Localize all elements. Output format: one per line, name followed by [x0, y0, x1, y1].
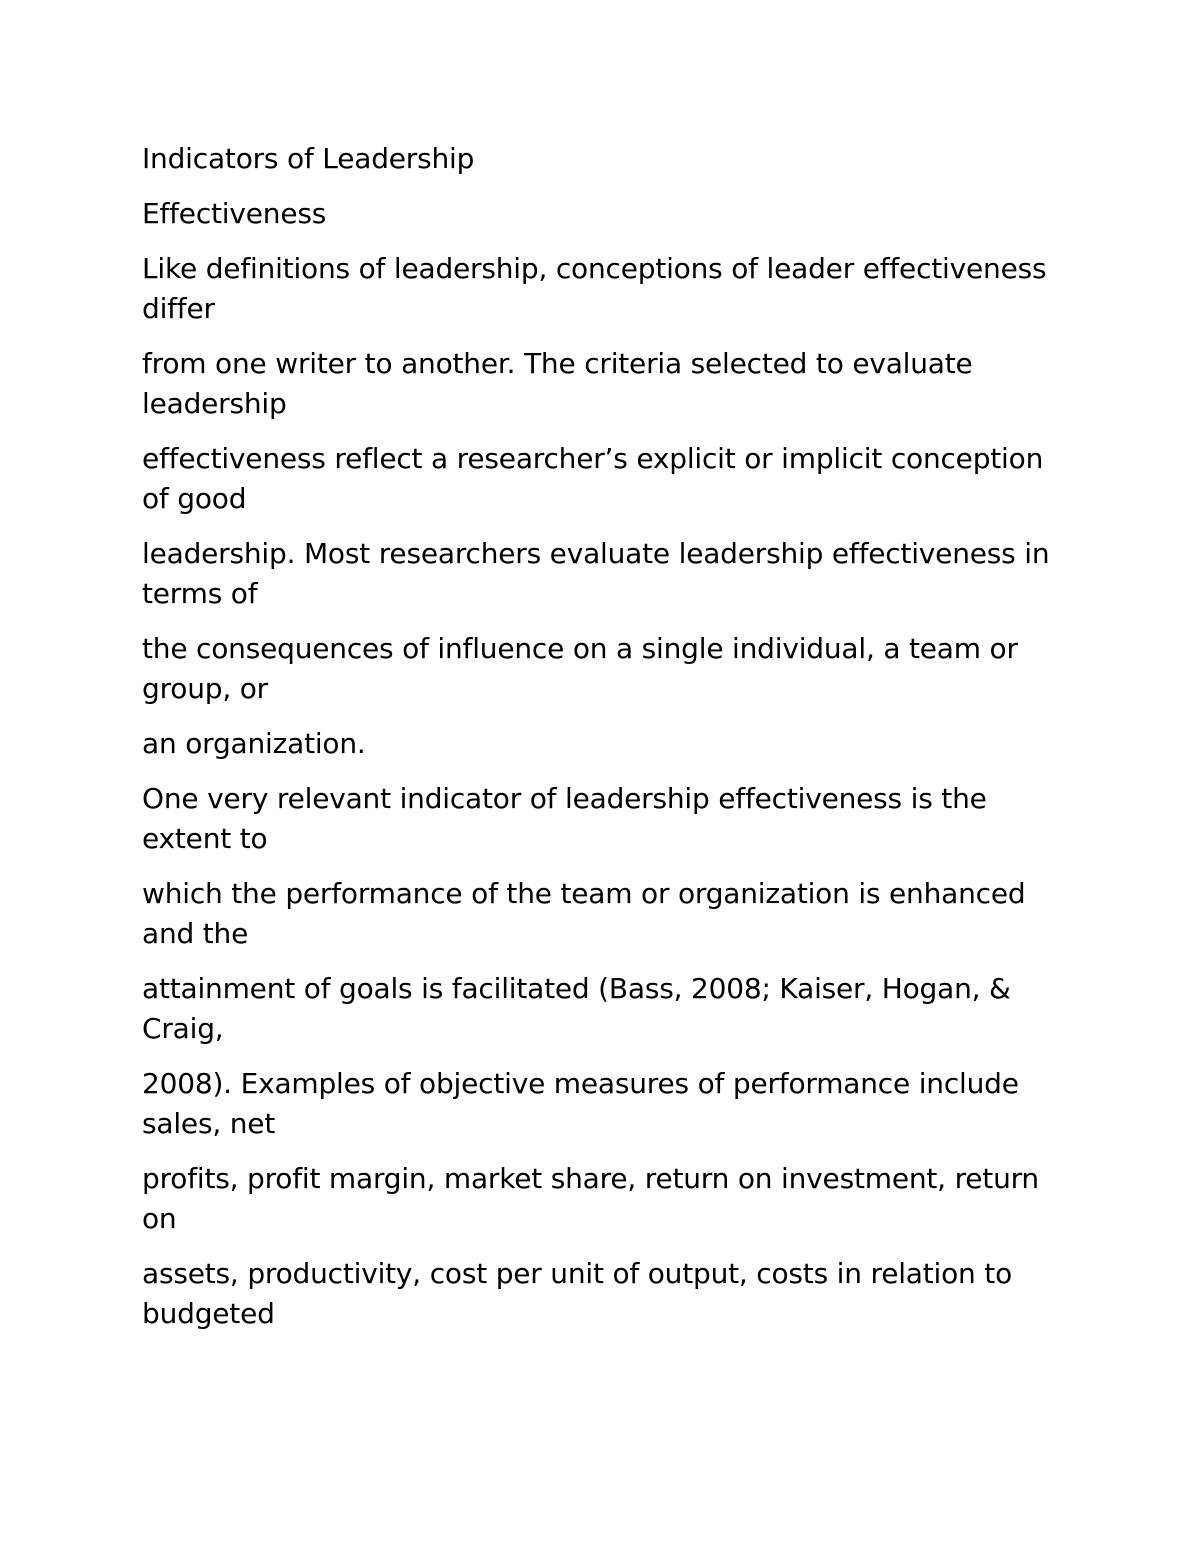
- paragraph: which the performance of the team or organization is enhanced and the: [142, 877, 1026, 950]
- paragraph: profits, profit margin, market share, return on investment, return on: [142, 1162, 1039, 1235]
- paragraph: the consequences of influence on a single individual, a team or group, or: [142, 632, 1018, 705]
- document-body: [142, 139, 1062, 1349]
- document-title-line-2: Effectiveness: [142, 197, 327, 230]
- paragraph: an organization.: [142, 727, 366, 760]
- paragraph: from one writer to another. The criteria selected to evaluate leadership: [142, 347, 973, 420]
- paragraph: 2008). Examples of objective measures of performance include sales, net: [142, 1067, 1019, 1140]
- paragraph: Like definitions of leadership, conceptions of leader effectiveness differ: [142, 252, 1047, 325]
- paragraph: assets, productivity, cost per unit of output, costs in relation to budgeted: [142, 1257, 1013, 1330]
- paragraph: leadership. Most researchers evaluate leadership effectiveness in terms of: [142, 537, 1050, 610]
- document-title-line-1: Indicators of Leadership: [142, 142, 475, 175]
- paragraph: One very relevant indicator of leadership effectiveness is the extent to: [142, 782, 987, 855]
- paragraph: effectiveness reflect a researcher’s explicit or implicit conception of good: [142, 442, 1044, 515]
- paragraph: attainment of goals is facilitated (Bass, 2008; Kaiser, Hogan, & Craig,: [142, 972, 1011, 1045]
